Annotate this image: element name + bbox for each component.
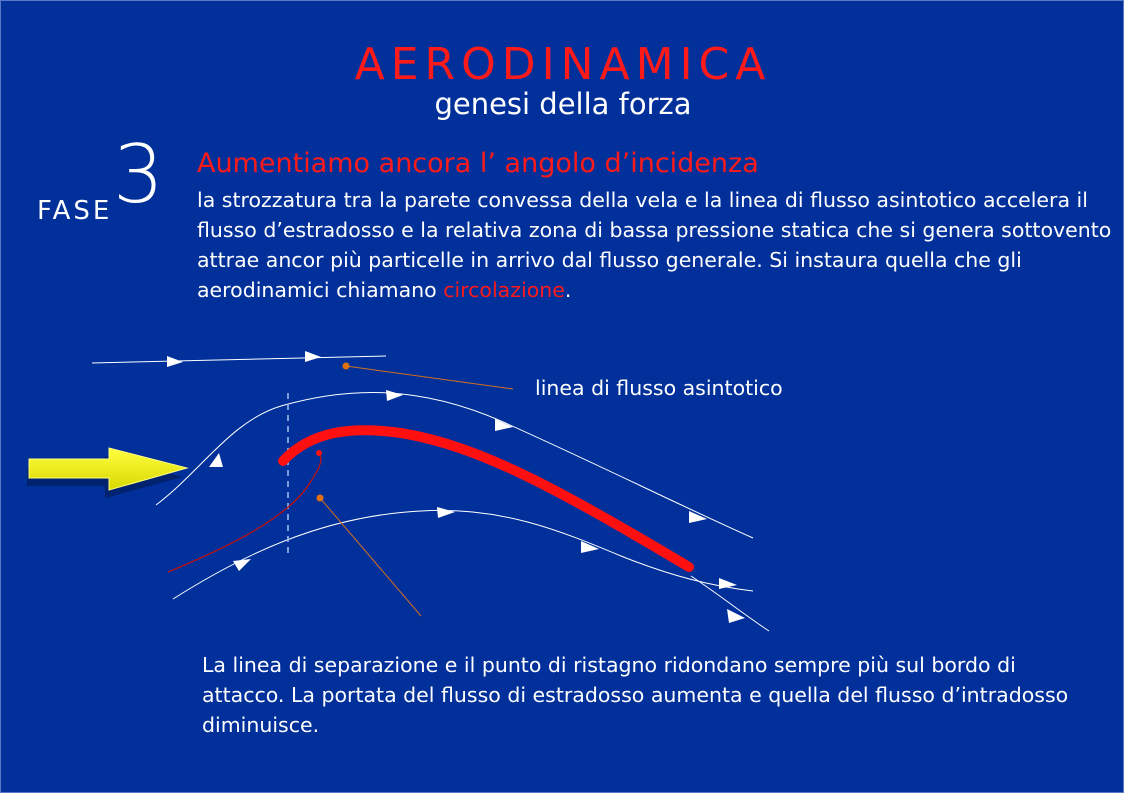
separation-point: [316, 450, 322, 456]
circolazione-highlight: circolazione: [443, 278, 565, 302]
paragraph-text: la strozzatura tra la parete convessa della vela e la linea di flusso asintotico accelera il flusso d’estradosso e la relativa zona di bassa pressione statica che si genera sottovento attrae ancor più particelle in arrivo dal flusso generale. Si instaura quella che gli aerodinamici chiamano: [197, 188, 1112, 302]
section-heading: Aumentiamo ancora l’ angolo d’incidenza: [197, 148, 759, 179]
separation-line: [168, 453, 321, 572]
footer-paragraph: La linea di separazione e il punto di ristagno ridondano sempre più sul bordo di attacco. La portata del flusso di estradosso aumenta e quella del flusso d’intradosso diminuisce.: [202, 653, 1069, 737]
asymptotic-streamline-label: linea di flusso asintotico: [535, 376, 783, 400]
slide-subtitle: genesi della forza: [434, 87, 692, 121]
asymptotic-streamline: [92, 351, 386, 367]
asymptotic-marker: [343, 363, 350, 370]
sail: [283, 430, 689, 567]
wind-arrow: [27, 448, 187, 498]
phase-label: FASE: [37, 196, 113, 226]
callout-asymptotic: [343, 363, 514, 390]
upper-streamline: [156, 390, 753, 538]
stagnation-marker: [317, 495, 324, 502]
paragraph-end: .: [564, 278, 572, 302]
phase-number: 3: [113, 128, 164, 221]
callout-stagnation: [317, 495, 422, 617]
slide-title: AERODINAMICA: [354, 39, 772, 90]
